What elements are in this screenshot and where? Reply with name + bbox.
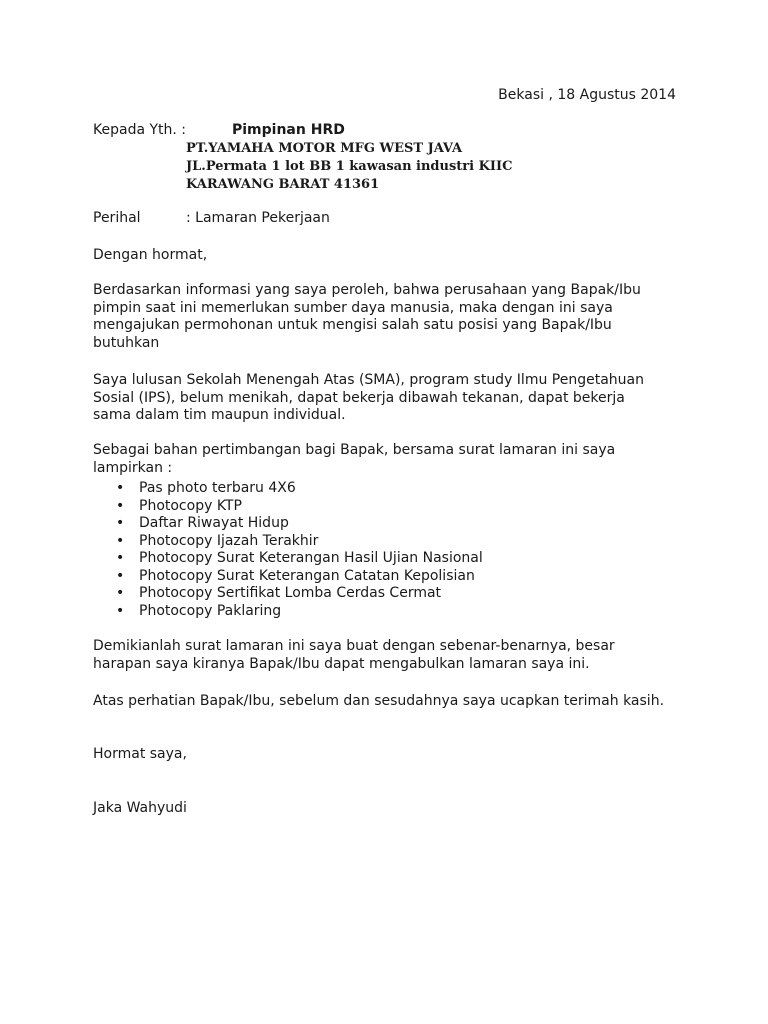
list-item [93,568,483,586]
regards: Hormat saya, [93,746,187,762]
bullet-icon: • [116,585,125,601]
list-item [93,603,483,621]
bullet-icon: • [116,497,125,514]
attachment-item-label: Photocopy Paklaring [139,602,282,619]
attachment-list [93,480,483,620]
bullet-icon: • [116,515,125,531]
salutation: Dengan hormat, [93,247,208,263]
recipient-company: PT.YAMAHA MOTOR MFG WEST JAVA [186,141,463,156]
bullet-icon: • [116,480,125,496]
list-item [93,585,483,603]
attachment-item-label: Pas photo terbaru 4X6 [139,480,296,496]
closing-paragraph: Demikianlah surat lamaran ini saya buat dengan sebenar-benarnya, besar harapan saya kiranya Bapak/Ibu dapat mengabulkan lamaran saya ini. [93,638,615,672]
signature-name: Jaka Wahyudi [93,800,187,816]
recipient-label: Kepada Yth. : [93,122,187,138]
list-item [93,498,483,516]
subject-label: Perihal [93,210,141,226]
bullet-icon: • [116,602,125,619]
recipient-city: KARAWANG BARAT 41361 [186,177,380,192]
subject-value: : Lamaran Pekerjaan [186,210,330,226]
intro-paragraph: Berdasarkan informasi yang saya peroleh, bahwa perusahaan yang Bapak/Ibu pimpin saat ini memerlukan sumber daya manusia, maka dengan ini saya mengajukan permohonan untuk mengisi salah satu posisi yang Bapak/Ibu butuhkan [93,282,641,351]
attachment-item-label: Photocopy KTP [139,497,242,514]
qualification-paragraph: Saya lulusan Sekolah Menengah Atas (SMA), program study Ilmu Pengetahuan Sosial (IPS), belum menikah, dapat bekerja dibawah tekanan, dapat bekerja sama dalam tim maupun individual. [93,372,644,423]
bullet-icon: • [116,532,125,549]
letter-date: Bekasi , 18 Agustus 2014 [498,87,676,103]
bullet-icon: • [116,567,125,584]
list-item [93,533,483,551]
recipient-name: Pimpinan HRD [232,122,345,138]
attachment-item-label: Photocopy Ijazah Terakhir [139,532,319,549]
attachment-intro-paragraph: Sebagai bahan pertimbangan bagi Bapak, bersama surat lamaran ini saya lampirkan : [93,442,616,476]
thanks-paragraph: Atas perhatian Bapak/Ibu, sebelum dan sesudahnya saya ucapkan terimah kasih. [93,693,665,709]
recipient-street: JL.Permata 1 lot BB 1 kawasan industri KIIC [186,159,513,174]
attachment-item-label: Photocopy Surat Keterangan Hasil Ujian Nasional [139,550,483,566]
attachment-item-label: Photocopy Sertifikat Lomba Cerdas Cermat [139,585,442,601]
list-item [93,515,483,533]
list-item [93,550,483,568]
attachment-item-label: Photocopy Surat Keterangan Catatan Kepolisian [139,567,475,584]
bullet-icon: • [116,550,125,566]
attachment-item-label: Daftar Riwayat Hidup [139,515,289,531]
list-item [93,480,483,498]
